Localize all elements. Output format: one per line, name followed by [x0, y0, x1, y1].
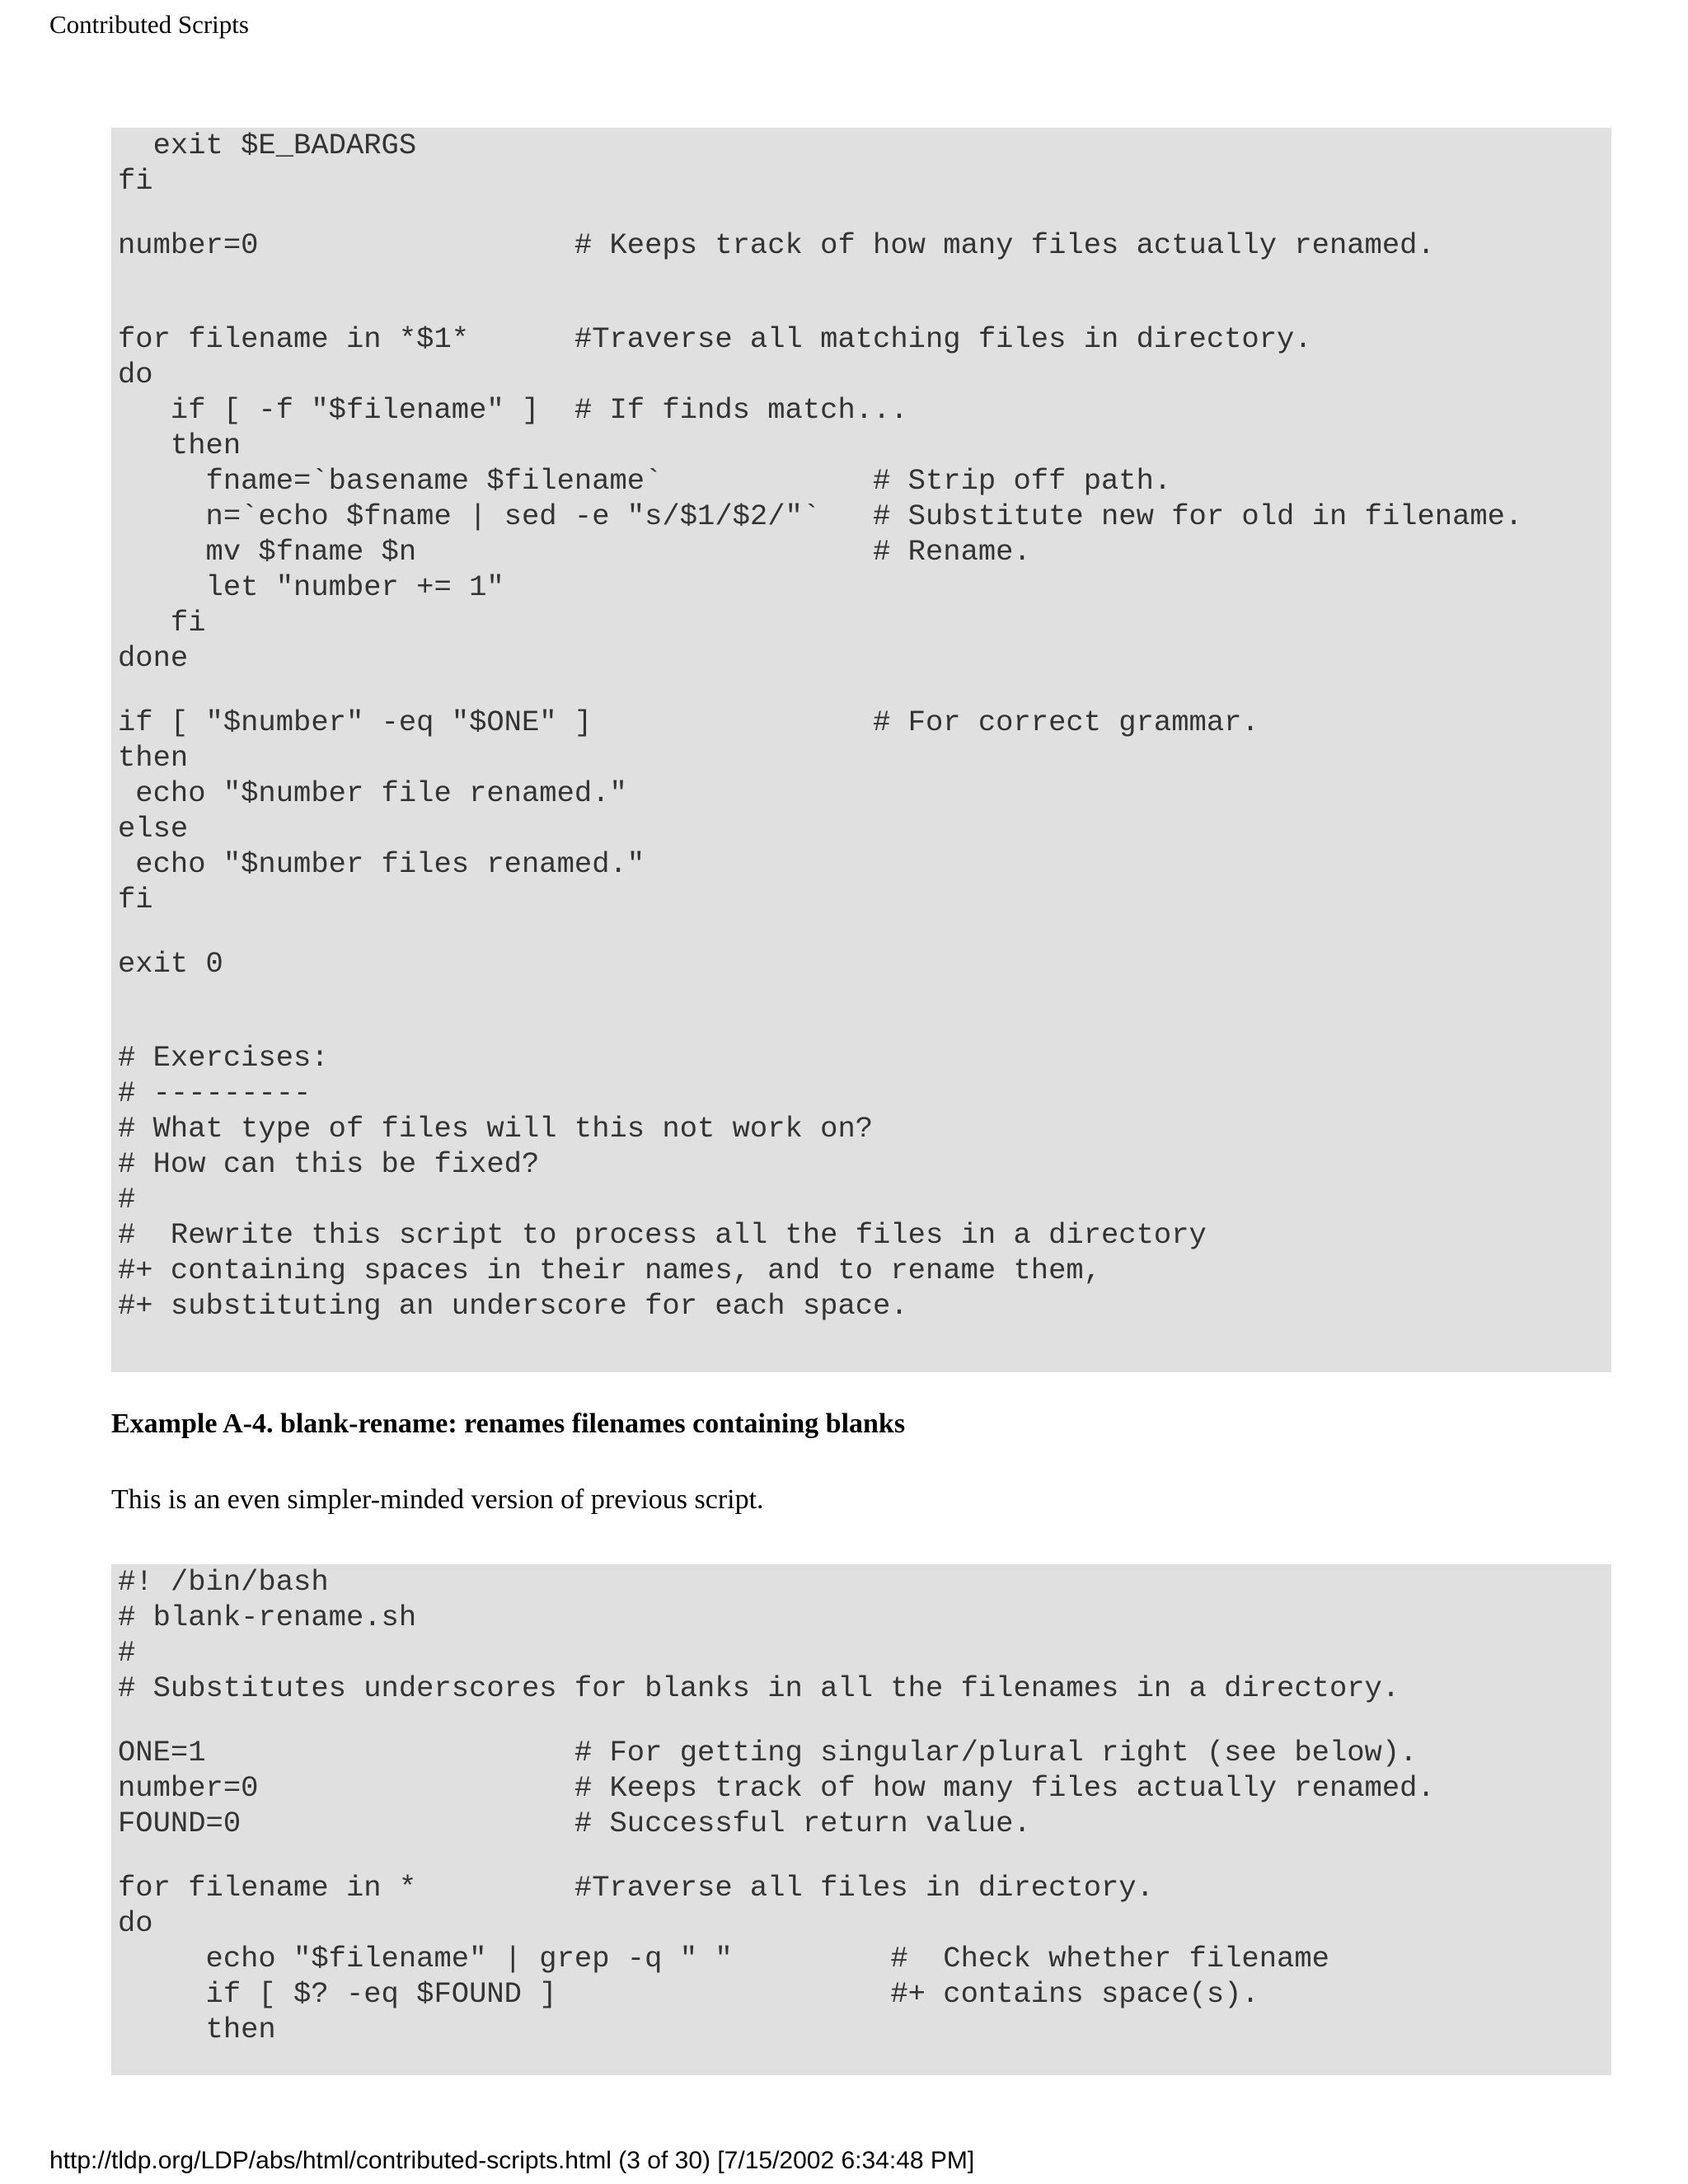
- code-line: fname=`basename $filename` # Strip off path.: [118, 464, 1172, 498]
- code-line: ONE=1 # For getting singular/plural right (see below).: [118, 1736, 1418, 1769]
- code-line: then: [118, 741, 189, 775]
- code-line: number=0 # Keeps track of how many files actually renamed.: [118, 228, 1435, 262]
- code-line: mv $fname $n # Rename.: [118, 535, 1031, 569]
- code-line: echo "$filename" | grep -q " " # Check whether filename: [118, 1942, 1329, 1975]
- code-line: number=0 # Keeps track of how many files actually renamed.: [118, 1771, 1435, 1805]
- example-title: Example A-4. blank-rename: renames filenames containing blanks: [111, 1408, 906, 1439]
- code-block-blank-rename: [111, 1564, 1611, 2075]
- code-block-rename-script: [111, 128, 1611, 1372]
- running-header: Contributed Scripts: [49, 10, 249, 39]
- code-line: # blank-rename.sh: [118, 1601, 417, 1634]
- code-line: echo "$number file renamed.": [118, 776, 627, 810]
- code-line: let "number += 1": [118, 570, 504, 604]
- code-line: n=`echo $fname | sed -e "s/$1/$2/"` # Substitute new for old in filename.: [118, 499, 1523, 533]
- example-intro: This is an even simpler-minded version of previous script.: [111, 1484, 764, 1515]
- code-line: else: [118, 812, 189, 846]
- code-line: do: [118, 358, 153, 391]
- code-line: #: [118, 1183, 136, 1216]
- code-line: # How can this be fixed?: [118, 1147, 540, 1181]
- code-line: # Substitutes underscores for blanks in all the filenames in a directory.: [118, 1671, 1400, 1705]
- code-line: if [ -f "$filename" ] # If finds match...: [118, 393, 908, 427]
- code-line: #: [118, 1636, 136, 1670]
- code-line: exit 0: [118, 947, 223, 981]
- code-line: for filename in *$1* #Traverse all matching files in directory.: [118, 322, 1312, 356]
- code-line: if [ $? -eq $FOUND ] #+ contains space(s).: [118, 1977, 1259, 2011]
- code-line: #! /bin/bash: [118, 1565, 329, 1599]
- code-line: exit $E_BADARGS: [118, 129, 417, 162]
- code-line: FOUND=0 # Successful return value.: [118, 1807, 1031, 1840]
- code-line: echo "$number files renamed.": [118, 847, 645, 881]
- code-line: for filename in * #Traverse all files in directory.: [118, 1871, 1154, 1905]
- code-line: done: [118, 641, 189, 675]
- code-line: # Rewrite this script to process all the files in a directory: [118, 1218, 1207, 1252]
- code-line: fi: [118, 164, 153, 198]
- code-line: do: [118, 1906, 153, 1940]
- code-line: #+ substituting an underscore for each space.: [118, 1289, 908, 1323]
- code-line: fi: [118, 883, 153, 916]
- code-line: # ---------: [118, 1076, 312, 1110]
- code-line: fi: [118, 606, 206, 640]
- code-line: # Exercises:: [118, 1041, 329, 1075]
- code-line: #+ containing spaces in their names, and to rename them,: [118, 1254, 1101, 1287]
- code-line: then: [118, 429, 241, 462]
- code-line: then: [118, 2013, 276, 2046]
- code-line: # What type of files will this not work on?: [118, 1112, 874, 1146]
- running-footer: http://tldp.org/LDP/abs/html/contributed-scripts.html (3 of 30) [7/15/2002 6:34:48 PM]: [49, 2147, 975, 2174]
- code-line: if [ "$number" -eq "$ONE" ] # For correct grammar.: [118, 705, 1259, 739]
